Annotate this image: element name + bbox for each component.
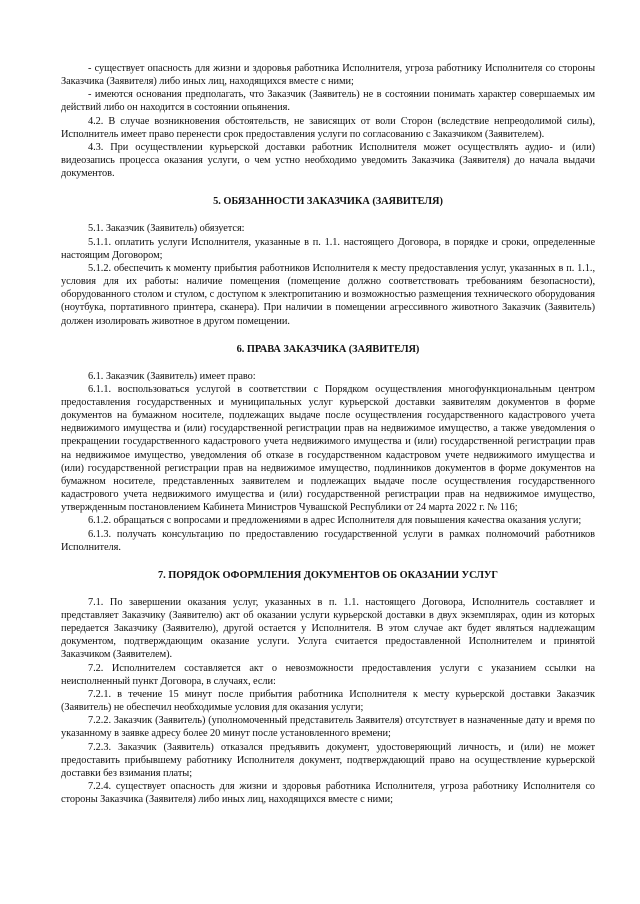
paragraph: 7.2.4. существует опасность для жизни и здоровья работника Исполнителя, угроза работнику Исполнителя со стороны Заказчика (Заявителя) либо иных лиц, находящихся вместе с ними; [61, 781, 595, 806]
paragraph: 6.1.1. воспользоваться услугой в соответствии с Порядком осуществления многофункциональным центром предоставления государственных и муниципальных услуг курьерской доставки заявителям документов в форме документов на бумажном носителе, подлежащих выдаче после осуществления государственного кадастрового учета недвижимого имущества и (или) государственной регистрации прав на недвижимое имущество, а также уведомления о прекращении государственного кадастрового учета недвижимого имущества и (или) государственной регистрации прав на недвижимое имущество, уведомления об отказе в государственном кадастровом учете недвижимого имущества и (или) государственной регистрации прав на недвижимое имущество, подлинников документов в форме документов на бумажном носителе, представленных заявителем и подлежащих выдаче после осуществления государственного кадастрового учета недвижимого имущества и (или) государственной регистрации прав на недвижимое имущество, утвержденным постановлением Кабинета Министров Чувашской Республики от 24 марта 2022 г. № 116; [61, 383, 595, 514]
document-body [61, 62, 595, 806]
paragraph: - имеются основания предполагать, что Заказчик (Заявитель) не в состоянии понимать характер совершаемых им действий либо он находится в состоянии опьянения. [61, 89, 595, 114]
paragraph: - существует опасность для жизни и здоровья работника Исполнителя, угроза работнику Исполнителя со стороны Заказчика (Заявителя) либо иных лиц, находящихся вместе с ними; [61, 63, 595, 88]
section-heading: 6. ПРАВА ЗАКАЗЧИКА (ЗАЯВИТЕЛЯ) [236, 343, 420, 355]
paragraph: 7.2.3. Заказчик (Заявитель) отказался предъявить документ, удостоверяющий личность, и (или) не может предоставить прибывшему работнику Исполнителя документ, подтверждающий право на осуществление курьерской доставки без взимания платы; [61, 741, 595, 779]
section-heading: 5. ОБЯЗАННОСТИ ЗАКАЗЧИКА (ЗАЯВИТЕЛЯ) [213, 196, 443, 208]
paragraph: 7.2.1. в течение 15 минут после прибытия работника Исполнителя к месту курьерской доставки Заказчик (Заявитель) не обеспечил необходимые условия для оказания услуги; [61, 688, 595, 714]
paragraph: 6.1. Заказчик (Заявитель) имеет право: [88, 370, 256, 382]
paragraph: 4.3. При осуществлении курьерской доставки работник Исполнителя может осуществлять аудио- и (или) видеозапись процесса оказания услуги, о чем устно необходимо уведомить Заказчика (Заявителя) до начала выдачи документов. [61, 141, 595, 180]
paragraph: 5.1. Заказчик (Заявитель) обязуется: [88, 223, 245, 235]
paragraph: 5.1.2. обеспечить к моменту прибытия работников Исполнителя к месту предоставления услуг, указанных в п. 1.1., условия для их работы: наличие помещения (помещение должно соответствовать требованиям безопасности), оборудованного столом и стулом, с доступом к электропитанию и возможностью размещения технического оборудования (ноутбука, портативного принтера, сканера). При наличии в помещении агрессивного животного Заказчик (Заявитель) должен изолировать животное в другом помещении. [61, 262, 595, 327]
paragraph: 5.1.1. оплатить услуги Исполнителя, указанные в п. 1.1. настоящего Договора, в порядке и сроки, определенные настоящим Договором; [61, 236, 595, 261]
paragraph: 6.1.3. получать консультацию по предоставлению государственной услуги в рамках полномочий работников Исполнителя. [61, 528, 595, 553]
section-heading: 7. ПОРЯДОК ОФОРМЛЕНИЯ ДОКУМЕНТОВ ОБ ОКАЗАНИИ УСЛУГ [158, 569, 498, 581]
paragraph: 6.1.2. обращаться с вопросами и предложениями в адрес Исполнителя для повышения качества оказания услуги; [88, 515, 582, 527]
paragraph: 7.1. По завершении оказания услуг, указанных в п. 1.1. настоящего Договора, Исполнитель составляет и представляет Заказчику (Заявителю) акт об оказании услуги курьерской доставки в двух экземплярах, один из которых передается Заказчику (Заявителю), другой остается у Исполнителя. В этом случае акт будет являться надлежащим документом, подтверждающим оказание услуги. Услуга считается предоставленной Исполнителем и принятой Заказчиком (Заявителем). [61, 596, 595, 661]
paragraph: 7.2.2. Заказчик (Заявитель) (уполномоченный представитель Заявителя) отсутствует в назначенные дату и время по указанному в заявке адресу более 20 минут после установленного времени; [61, 715, 595, 740]
paragraph: 4.2. В случае возникновения обстоятельств, не зависящих от воли Сторон (вследствие непреодолимой силы), Исполнитель имеет право перенести срок предоставления услуги по согласованию с Заказчиком (Заявителем). [61, 115, 595, 140]
paragraph: 7.2. Исполнителем составляется акт о невозможности предоставления услуги с указанием ссылки на неисполненный пункт Договора, в случаях, если: [61, 662, 595, 687]
